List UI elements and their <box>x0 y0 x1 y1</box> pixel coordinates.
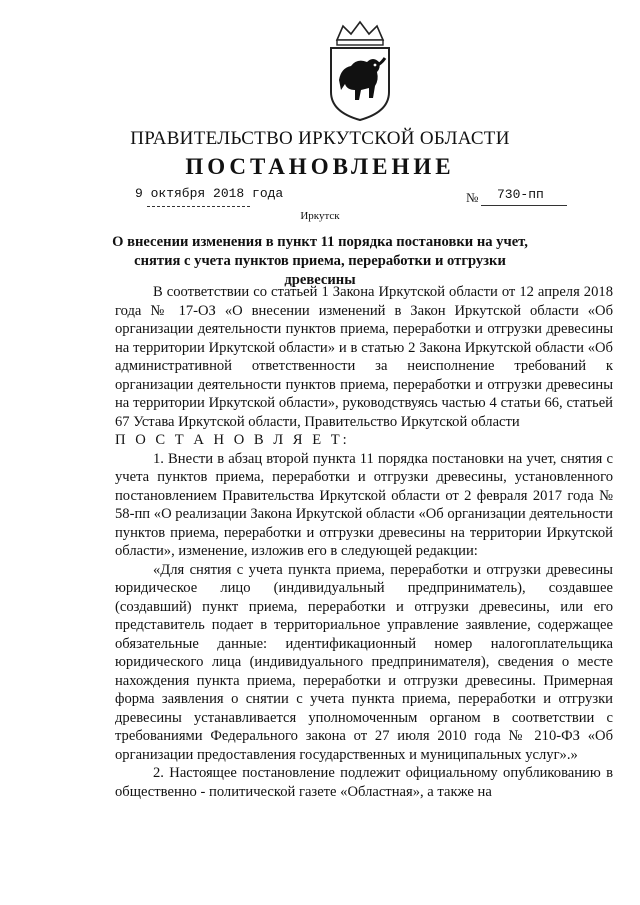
quoted-text-paragraph: «Для снятия с учета пункта приема, переработки и отгрузки древесины юридическое лицо (индивидуальный предприниматель), создавшее (создавший) пункт приема, переработки и отгрузки древесины, или его представитель подает в территориальное управление заявление, содержащее обязательные данные: идентификационный номер налогоплательщика юридического лица (индивидуального предпринимателя), сведения о месте нахождения пункта приема, переработки и отгрузки древесины. Примерная форма заявления о снятии с учета пункта приема, переработки и отгрузки древесины устанавливается уполномоченным органом в соответствии с требованиями Федерального закона от 27 июля 2010 года № 210-ФЗ «Об организации предоставления государственных и муниципальных услуг».» <box>115 561 613 763</box>
date-underline <box>147 206 250 207</box>
number-sign: № <box>466 190 479 205</box>
irkutsk-coat-of-arms-icon <box>323 18 397 124</box>
city-name: Иркутск <box>300 210 340 222</box>
document-body <box>115 283 613 801</box>
item-2-paragraph: 2. Настоящее постановление подлежит официальному опубликованию в общественно - политической газете «Областная», а также на <box>115 765 613 800</box>
government-name: ПРАВИТЕЛЬСТВО ИРКУТСКОЙ ОБЛАСТИ <box>130 128 510 149</box>
number-underline <box>481 205 567 206</box>
decree-date: 9 октября 2018 года <box>135 186 284 201</box>
document-title: О внесении изменения в пункт 11 порядка постановки на учет, снятия с учета пунктов приема, переработки и отгрузки древесины <box>112 234 528 288</box>
decree-number: 730-пп <box>497 187 544 202</box>
document-type: ПОСТАНОВЛЕНИЕ <box>185 154 455 179</box>
item-1-paragraph: 1. Внести в абзац второй пункта 11 порядка постановки на учет, снятия с учета пунктов приема, переработки и отгрузки древесины, установленного постановлением Правительства Иркутской области от 2 февраля 2017 года № 58-пп «О реализации Закона Иркутской области «Об организации деятельности пунктов приема, переработки и отгрузки древесины на территории Иркутской области», изменение, изложив его в следующей редакции: <box>115 450 613 559</box>
preamble-paragraph: В соответствии со статьей 1 Закона Иркутской области от 12 апреля 2018 года № 17-ОЗ «О внесении изменений в Закон Иркутской области «Об организации деятельности пунктов приема, переработки и отгрузки древесины на территории Иркутской области» и в статью 2 Закона Иркутской области «Об административной ответственности за неисполнение требований к организации деятельности пунктов приема, переработки и отгрузки древесины на территории Иркутской области», руководствуясь частью 4 статьи 66, статьей 67 Устава Иркутской области, Правительство Иркутской области <box>115 284 613 430</box>
resolves-heading: П О С Т А Н О В Л Я Е Т: <box>115 432 350 448</box>
